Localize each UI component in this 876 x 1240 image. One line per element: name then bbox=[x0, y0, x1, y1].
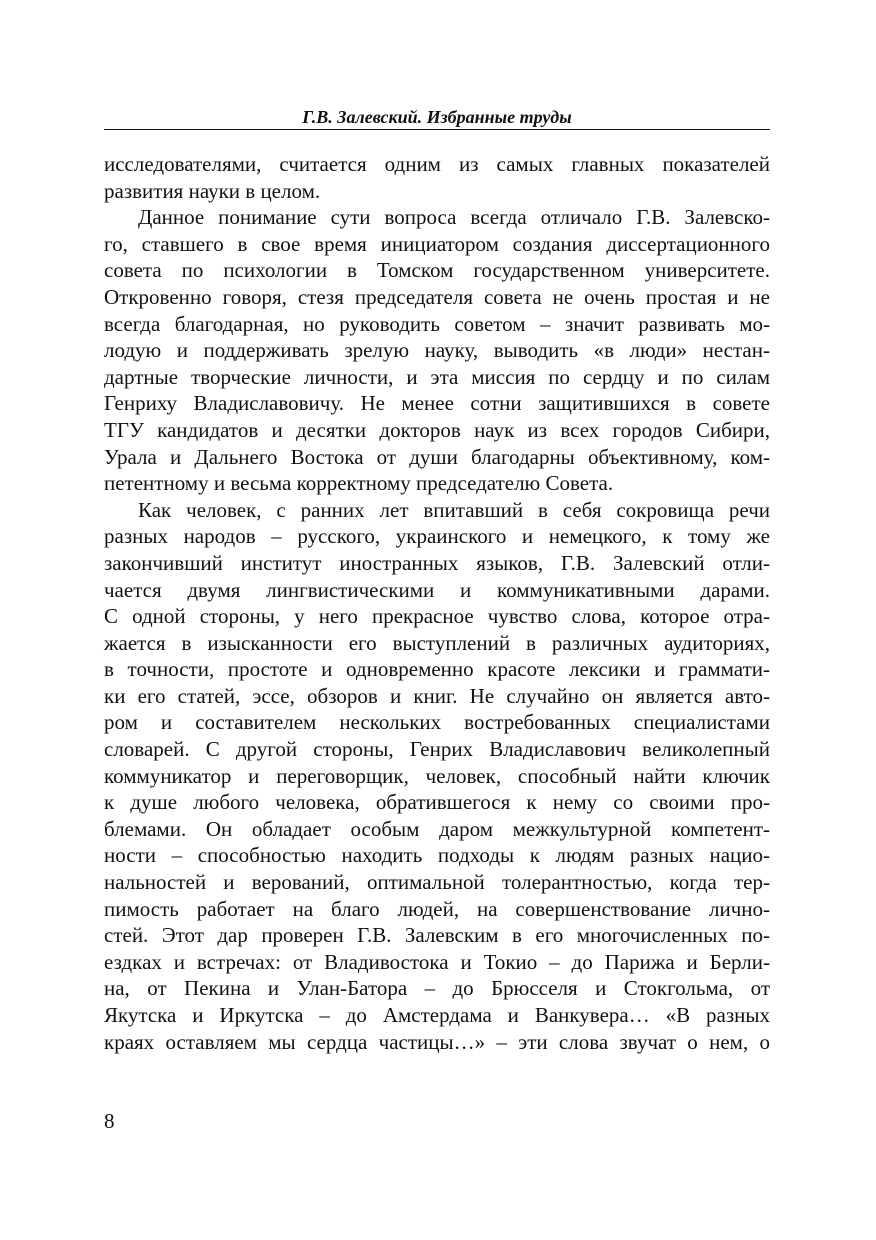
text-line: го, ставшего в свое время инициатором создания диссертационного bbox=[104, 231, 770, 256]
body-text bbox=[104, 151, 770, 1055]
page-number: 8 bbox=[104, 1109, 115, 1133]
text-line: Якутска и Иркутска – до Амстердама и Ванкувера… «В разных bbox=[104, 1003, 770, 1027]
text-line: Откровенно говоря, стезя председателя совета не очень простая и не bbox=[104, 284, 770, 309]
running-head-title: Г.В. Залевский. Избранные труды bbox=[302, 107, 572, 127]
text-line: на, от Пекина и Улан-Батора – до Брюсселя и Стокгольма, от bbox=[104, 976, 770, 1001]
text-line: словарей. С другой стороны, Генрих Владиславович великолепный bbox=[104, 737, 770, 762]
header-divider bbox=[104, 129, 770, 130]
text-line: Урала и Дальнего Востока от души благодарны объективному, ком- bbox=[104, 444, 770, 469]
text-line: блемами. Он обладает особым даром межкультурной компетент- bbox=[104, 816, 770, 841]
text-line: исследователями, считается одним из самых главных показателей bbox=[104, 152, 770, 176]
text-line: петентному и весьма корректному председателю Совета. bbox=[104, 471, 614, 496]
text-line: Генриху Владиславовичу. Не менее сотни защитившихся в совете bbox=[104, 391, 770, 416]
text-line: коммуникатор и переговорщик, человек, способный найти ключик bbox=[104, 763, 770, 788]
text-line: совета по психологии в Томском государственном университете. bbox=[104, 258, 770, 283]
text-line: стей. Этот дар проверен Г.В. Залевским в его многочисленных по- bbox=[104, 923, 770, 948]
text-line: Данное понимание сути вопроса всегда отличало Г.В. Залевско- bbox=[138, 205, 770, 230]
text-line: пимость работает на благо людей, на совершенствование лично- bbox=[104, 896, 770, 921]
text-line: ездках и встречах: от Владивостока и Токио – до Парижа и Берли- bbox=[104, 949, 770, 974]
text-line: чается двумя лингвистическими и коммуникативными дарами. bbox=[104, 577, 770, 602]
text-line: жается в изысканности его выступлений в различных аудиториях, bbox=[104, 630, 770, 655]
text-line: С одной стороны, у него прекрасное чувство слова, которое отра- bbox=[104, 604, 770, 629]
text-line: развития науки в целом. bbox=[104, 178, 321, 203]
text-line: ности – способностью находить подходы к людям разных нацио- bbox=[104, 843, 770, 868]
text-line: к душе любого человека, обратившегося к нему со своими про- bbox=[104, 790, 770, 815]
text-line: краях оставляем мы сердца частицы…» – эти слова звучат о нем, о bbox=[104, 1029, 770, 1054]
text-line: ром и составителем нескольких востребованных специалистами bbox=[104, 710, 770, 735]
text-line: дартные творческие личности, и эта миссия по сердцу и по силам bbox=[104, 364, 770, 389]
text-line: Как человек, с ранних лет впитавший в себя сокровища речи bbox=[138, 497, 770, 522]
text-line: лодую и поддерживать зрелую науку, выводить «в люди» нестан- bbox=[104, 338, 770, 363]
text-line: нальностей и верований, оптимальной толерантностью, когда тер- bbox=[104, 870, 770, 895]
text-line: в точности, простоте и одновременно красоте лексики и граммати- bbox=[104, 657, 770, 682]
text-line: ТГУ кандидатов и десятки докторов наук из всех городов Сибири, bbox=[104, 417, 770, 442]
text-line: разных народов – русского, украинского и немецкого, к тому же bbox=[104, 524, 770, 549]
text-line: закончивший институт иностранных языков, Г.В. Залевский отли- bbox=[104, 550, 770, 575]
text-line: всегда благодарная, но руководить советом – значит развивать мо- bbox=[104, 311, 770, 336]
text-line: ки его статей, эссе, обзоров и книг. Не случайно он является авто- bbox=[104, 683, 770, 708]
